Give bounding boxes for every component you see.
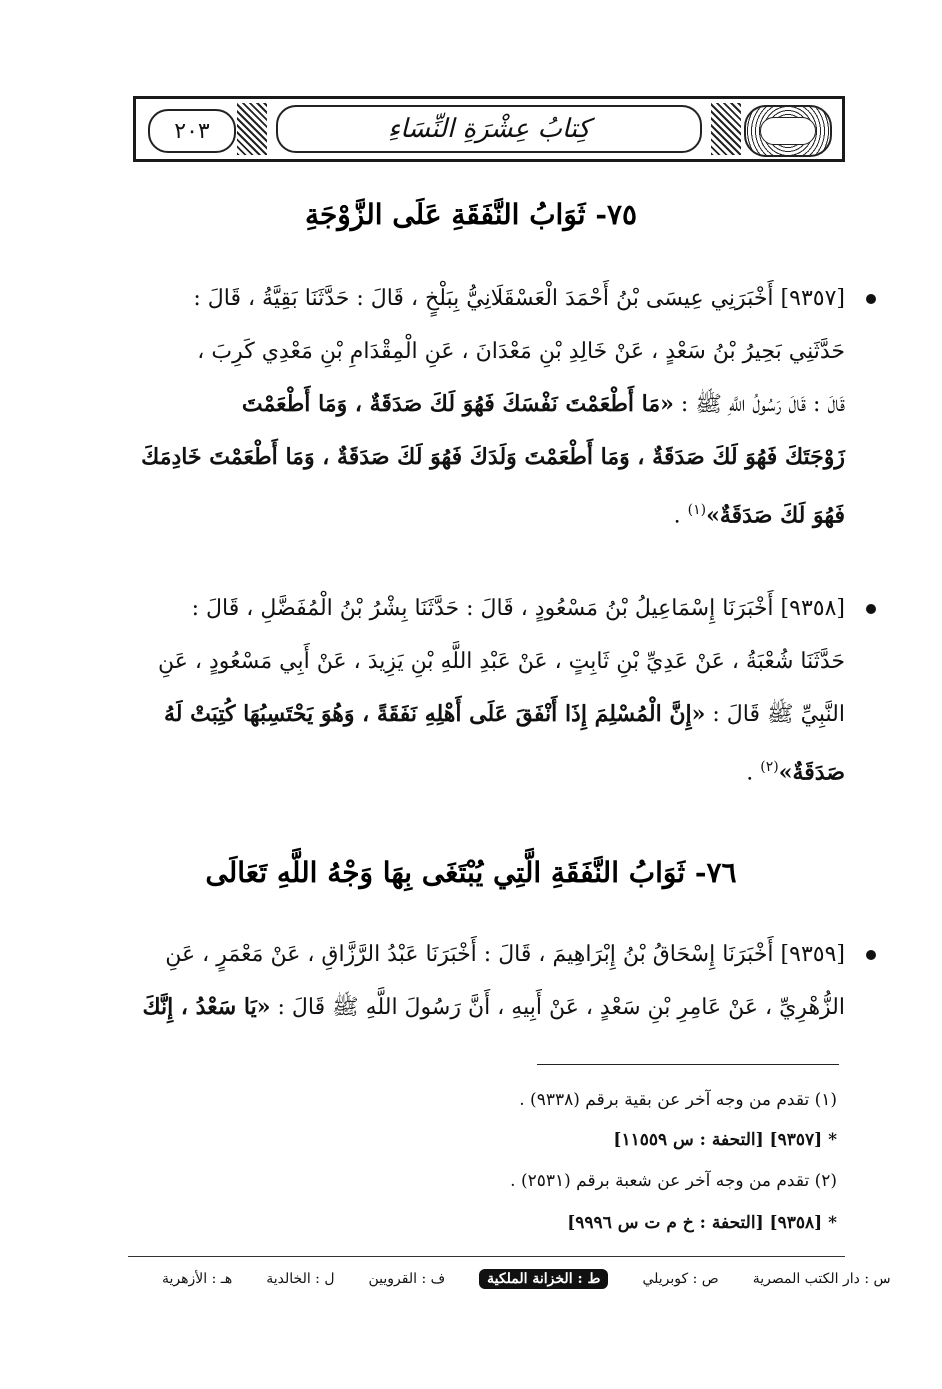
- hadith-9357: [128, 272, 845, 542]
- hadith-matn: «مَا أَطْعَمْتَ نَفْسَكَ فَهُوَ لَكَ صَدَقَةٌ ، وَمَا أَطْعَمْتَ: [241, 391, 674, 417]
- footnote-ref[interactable]: (٢): [760, 759, 779, 775]
- bullet-icon: [866, 294, 876, 304]
- legend-separator: [128, 1256, 845, 1257]
- bullet-icon: [866, 950, 876, 960]
- legend-item: ص : كوبريلي: [642, 1271, 719, 1287]
- section-heading-75: ٧٥- ثَوَابُ النَّفَقَةِ عَلَى الزَّوْجَةِ: [304, 198, 638, 231]
- hadith-matn: صَدَقَةٌ»: [778, 759, 845, 786]
- legend-item: هـ : الأزهرية: [162, 1271, 233, 1287]
- hadith-number: [٩٣٥٩]: [780, 942, 845, 967]
- section-heading-76: ٧٦- ثَوَابُ النَّفَقَةِ الَّتِي يُبْتَغَى بِهَا وَجْهُ اللَّهِ تَعَالَى: [205, 856, 737, 889]
- footnote-ref[interactable]: (١): [687, 502, 707, 518]
- hadith-text: قَالَ : قَالَ رَسُولُ اللَّهِ ﷺ :: [680, 392, 845, 417]
- footnote-2: (٢) تقدم من وجه آخر عن شعبة برقم (٢٥٣١) .: [510, 1171, 837, 1191]
- footnote-1: (١) تقدم من وجه آخر عن بقية برقم (٩٣٣٨) .: [519, 1090, 837, 1110]
- hadith-matn: «إِنَّ الْمُسْلِمَ إِذَا أَنْفَقَ عَلَى أَهْلِهِ نَفَقَةً ، وَهُوَ يَحْتَسِبُهَا كُتِبَتْ لَهُ: [163, 701, 706, 727]
- hadith-9358: [128, 582, 845, 799]
- tuhfa-ref-9358: * [٩٣٥٨] [التحفة : خ م ت س ٩٩٩٦]: [567, 1213, 837, 1233]
- hadith-end: .: [746, 760, 754, 786]
- manuscript-legend: [128, 1266, 891, 1292]
- hadith-number: [٩٣٥٧]: [780, 286, 845, 311]
- hadith-text: أَخْبَرَنِي عِيسَى بْنُ أَحْمَدَ الْعَسْقَلَانِيُّ بِبَلْخٍ ، قَالَ : حَدَّثَنَا بَقِيَّةُ ، قَالَ :: [193, 286, 774, 311]
- legend-item: ل : الخالدية: [266, 1271, 335, 1287]
- hadith-matn: زَوْجَتَكَ فَهُوَ لَكَ صَدَقَةٌ ، وَمَا أَطْعَمْتَ وَلَدَكَ فَهُوَ لَكَ صَدَقَةٌ ، وَمَا أَطْعَمْتَ خَادِمَكَ: [141, 444, 845, 470]
- hadith-matn: فَهُوَ لَكَ صَدَقَةٌ»: [706, 502, 845, 529]
- bullet-icon: [866, 604, 876, 614]
- hadith-text: الزُّهْرِيِّ ، عَنْ عَامِرِ بْنِ سَعْدٍ ، عَنْ أَبِيهِ ، أَنَّ رَسُولَ اللَّهِ ﷺ قَالَ :: [277, 995, 845, 1020]
- hadith-end: .: [673, 503, 681, 529]
- hadith-number: [٩٣٥٨]: [780, 596, 845, 621]
- legend-item: س : دار الكتب المصرية: [752, 1271, 891, 1287]
- header-ornament-right: [711, 103, 741, 155]
- legend-item: ف : القرويين: [368, 1271, 446, 1287]
- seal-icon: [744, 105, 832, 157]
- hadith-text: حَدَّثَنَا شُعْبَةُ ، عَنْ عَدِيِّ بْنِ ثَابِتٍ ، عَنْ عَبْدِ اللَّهِ بْنِ يَزِيدَ ، عَنْ أَبِي مَسْعُودٍ ، عَنِ: [158, 649, 845, 674]
- hadith-text: حَدَّثَنِي بَحِيرُ بْنُ سَعْدٍ ، عَنْ خَالِدِ بْنِ مَعْدَانَ ، عَنِ الْمِقْدَامِ بْنِ مَعْدِي كَرِبَ ،: [197, 339, 845, 364]
- book-title: كِتابُ عِشْرَةِ النِّسَاءِ: [387, 114, 591, 144]
- footnote-separator: [537, 1064, 839, 1065]
- header-title-frame: [276, 105, 702, 153]
- legend-item-highlighted: ط : الخزانة الملكية: [479, 1269, 608, 1289]
- tuhfa-ref-9357: * [٩٣٥٧] [التحفة : س ١١٥٥٩]: [613, 1130, 837, 1150]
- header-ornament-left: [237, 103, 267, 155]
- hadith-matn: «يَا سَعْدُ ، إِنَّكَ: [142, 994, 271, 1020]
- hadith-9359: [128, 928, 845, 1034]
- page-header: [133, 96, 845, 162]
- hadith-text: أَخْبَرَنَا إِسْمَاعِيلُ بْنُ مَسْعُودٍ ، قَالَ : حَدَّثَنَا بِشْرُ بْنُ الْمُفَضَّلِ ، قَالَ :: [191, 596, 774, 621]
- hadith-text: النَّبِيِّ ﷺ قَالَ :: [712, 702, 845, 727]
- hadith-text: أَخْبَرَنَا إِسْحَاقُ بْنُ إِبْرَاهِيمَ ، قَالَ : أَخْبَرَنَا عَبْدُ الرَّزَّاقِ ، عَنْ مَعْمَرٍ ، عَنِ: [165, 942, 774, 967]
- page-number: ٢٠٣: [148, 109, 236, 153]
